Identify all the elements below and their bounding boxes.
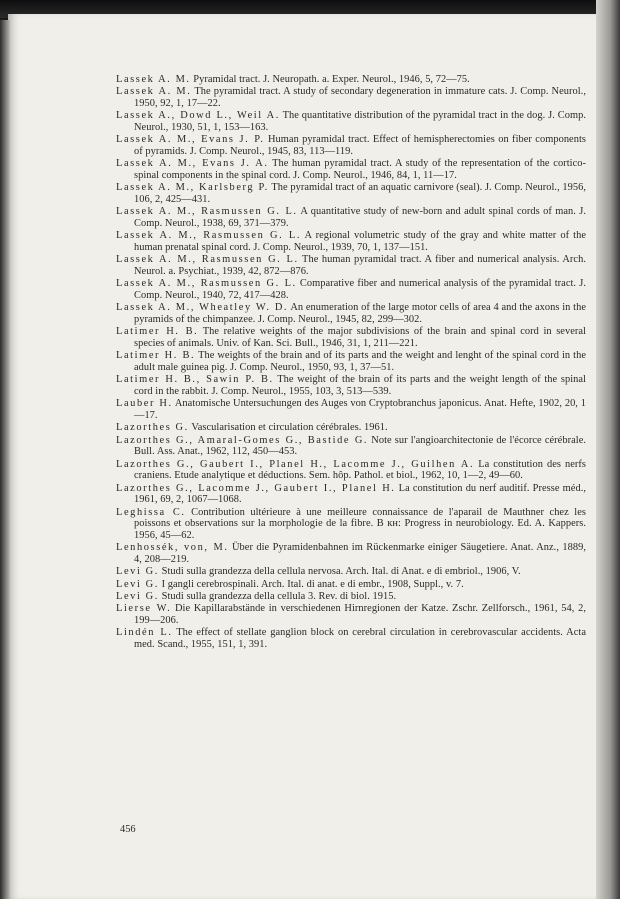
reference-author: Lassek A. M., Rasmussen G. L. (116, 254, 299, 266)
reference-text: Über die Pyramidenbahnen im Rückenmarke einiger Säugetiere. Anat. Anz., 1889, 4, 208—219. (134, 542, 586, 565)
reference-text: A quantitative study of new-born and adult spinal cords of man. J. Comp. Neurol., 1938, 69, 371—379. (134, 206, 586, 229)
reference-text: La constitution des nerfs craniens. Etude analytique et déductions. Sem. hôp. Pathol. et biol., 1962, 10, 1—2, 49—60. (134, 458, 586, 482)
reference-entry (116, 374, 586, 397)
reference-author: Lindén L. (116, 627, 173, 639)
reference-entry (116, 302, 586, 325)
reference-text: Studi sulla grandezza della cellula nervosa. Arch. Ital. di Anat. e di embriol., 1906, V. (161, 566, 521, 578)
reference-text: The relative weights of the major subdivisions of the brain and spinal cord in several species of animals. Univ. of Kan. Sci. Bull., 1946, 31, 1, 211—221. (134, 326, 586, 349)
reference-author: Lassek A. M., Wheatley W. D. (116, 302, 289, 314)
reference-author: Lassek A. M. (116, 86, 192, 98)
reference-entry (116, 158, 586, 181)
reference-entry (116, 507, 586, 542)
reference-author: Lazorthes G. (116, 422, 189, 434)
reference-entry (116, 326, 586, 349)
reference-author: Lassek A. M., Evans J. A. (116, 158, 269, 170)
reference-entry (116, 435, 586, 458)
reference-entry (116, 483, 586, 506)
reference-text: Studi sulla grandezza della cellula 3. Rev. di biol. 1915. (161, 591, 397, 602)
reference-author: Lenhossék, von, M. (116, 542, 229, 554)
reference-entry (116, 86, 586, 109)
reference-author: Lassek A. M. (116, 74, 191, 85)
reference-text: Comparative fiber and numerical analysis of the pyramidal tract. J. Comp. Neurol., 1940, 72, 417—428. (134, 278, 586, 301)
reference-entry (116, 603, 586, 626)
page-left-edge (0, 20, 10, 899)
reference-entry (116, 566, 586, 578)
reference-author: Lassek A. M., Rasmussen G. L. (116, 278, 297, 290)
reference-author: Latimer H. B. (116, 326, 199, 338)
reference-entry (116, 627, 586, 650)
reference-author: Levi G. (116, 591, 159, 602)
reference-text: The pyramidal tract of an aquatic carnivore (seal). J. Comp. Neurol., 1956, 106, 2, 425—431. (134, 182, 587, 205)
reference-entry (116, 350, 586, 373)
reference-text: La constitution du nerf auditif. Presse méd., 1961, 69, 2, 1067—1068. (134, 482, 586, 506)
reference-author: Lassek A. M., Rasmussen G. L. (116, 206, 298, 218)
reference-entry (116, 542, 586, 565)
reference-text: Human pyramidal tract. Effect of hemispherectomies on fiber components of pyramids. J. Comp. Neurol., 1945, 83, 113—119. (134, 134, 586, 157)
reference-text: Pyramidal tract. J. Neuropath. a. Exper. Neurol., 1946, 5, 72—75. (193, 74, 470, 85)
reference-author: Lierse W. (116, 603, 172, 615)
reference-text: Contribution ultérieure à une meilleure connaissance de l'aparail de Mauthner chez les poissons et observations sur la morphologie de la fibre. B кн: Progress in neurobiology. Ed. A. Kappers. 1956, 45—62. (134, 506, 586, 541)
reference-entry (116, 579, 586, 591)
reference-author: Lassek A. M., Evans J. P. (116, 134, 265, 146)
reference-text: Note sur l'angioarchitectonie de l'écorce cérébrale. Bull. Ass. Anat., 1962, 112, 450—453. (134, 434, 586, 458)
reference-entry (116, 278, 586, 301)
reference-text: Vascularisation et circulation cérébrales. 1961. (191, 422, 388, 434)
reference-text: The human pyramidal tract. A study of the representation of the cortico-spinal components in the spinal cord. J. Comp. Neurol., 1946, 84, 1, 11—17. (134, 158, 586, 181)
reference-author: Lazorthes G., Lacomme J., Gaubert I., Planel H. (116, 482, 396, 494)
reference-entry (116, 182, 586, 205)
reference-text: I gangli cerebrospinali. Arch. Ital. di anat. e di embr., 1908, Suppl., v. 7. (161, 578, 464, 590)
reference-entry (116, 110, 586, 133)
reference-list (116, 74, 586, 651)
reference-author: Lassek A. M., Karlsberg P. (116, 182, 269, 194)
reference-text: The effect of stellate ganglion block on cerebral circulation in cerebrovascular accidents. Acta med. Scand., 1955, 151, 1, 391. (134, 627, 586, 650)
reference-author: Latimer H. B. (116, 350, 196, 362)
reference-author: Lassek A. M., Rasmussen G. L. (116, 230, 302, 242)
reference-text: The weights of the brain and of its parts and the weight and lenght of the spinal cord in the adult male guinea pig. J. Comp. Neurol., 1950, 93, 1, 37—51. (134, 350, 587, 373)
reference-author: Lazorthes G., Amaral-Gomes G., Bastide G. (116, 434, 369, 446)
reference-text: The pyramidal tract. A study of secondary degeneration in immature cats. J. Comp. Neurol., 1950, 92, 1, 17—22. (134, 86, 586, 109)
reference-entry (116, 591, 586, 603)
reference-text: The human pyramidal tract. A fiber and numerical analysis. Arch. Neurol. a. Psychiat., 1939, 42, 872—876. (134, 254, 586, 277)
reference-author: Levi G. (116, 566, 159, 578)
page-right-edge (596, 0, 620, 899)
reference-text: Die Kapillarabstände in verschiedenen Hirnregionen der Katze. Zschr. Zellforsch., 1961, 54, 2, 199—206. (134, 603, 586, 626)
reference-author: Lassek A., Dowd L., Weil A. (116, 110, 280, 122)
reference-entry (116, 398, 586, 421)
reference-author: Latimer H. B., Sawin P. B. (116, 374, 274, 386)
reference-text: A regional volumetric study of the gray and white matter of the human prenatal spinal cord. J. Comp. Neurol., 1939, 70, 1, 137—151. (134, 230, 587, 253)
reference-text: Anatomische Untersuchungen des Auges von Cryptobranchus japonicus. Anat. Hefte, 1902, 20, 1—17. (134, 398, 586, 421)
reference-entry (116, 206, 586, 229)
reference-entry (116, 230, 586, 253)
reference-entry (116, 74, 586, 86)
reference-author: Leghissa C. (116, 506, 186, 518)
reference-entry (116, 134, 586, 157)
reference-entry (116, 422, 586, 434)
reference-text: An enumeration of the large motor cells of area 4 and the axons in the pyramids of the chimpanzee. J. Comp. Neurol., 1945, 82, 299—302. (134, 302, 586, 325)
reference-text: The weight of the brain of its parts and the weight length of the spinal cord in the rabbit. J. Comp. Neurol., 1955, 103, 3, 513—539. (134, 374, 586, 397)
reference-author: Lazorthes G., Gaubert I., Planel H., Lacomme J., Guilhen A. (116, 458, 475, 470)
page-number: 456 (120, 824, 136, 835)
reference-entry (116, 459, 586, 482)
reference-author: Levi G. (116, 578, 159, 590)
reference-author: Lauber H. (116, 398, 173, 410)
reference-entry (116, 254, 586, 277)
reference-text: The quantitative distribution of the pyramidal tract in the dog. J. Comp. Neurol., 1930, 51, 1, 153—163. (134, 110, 586, 133)
